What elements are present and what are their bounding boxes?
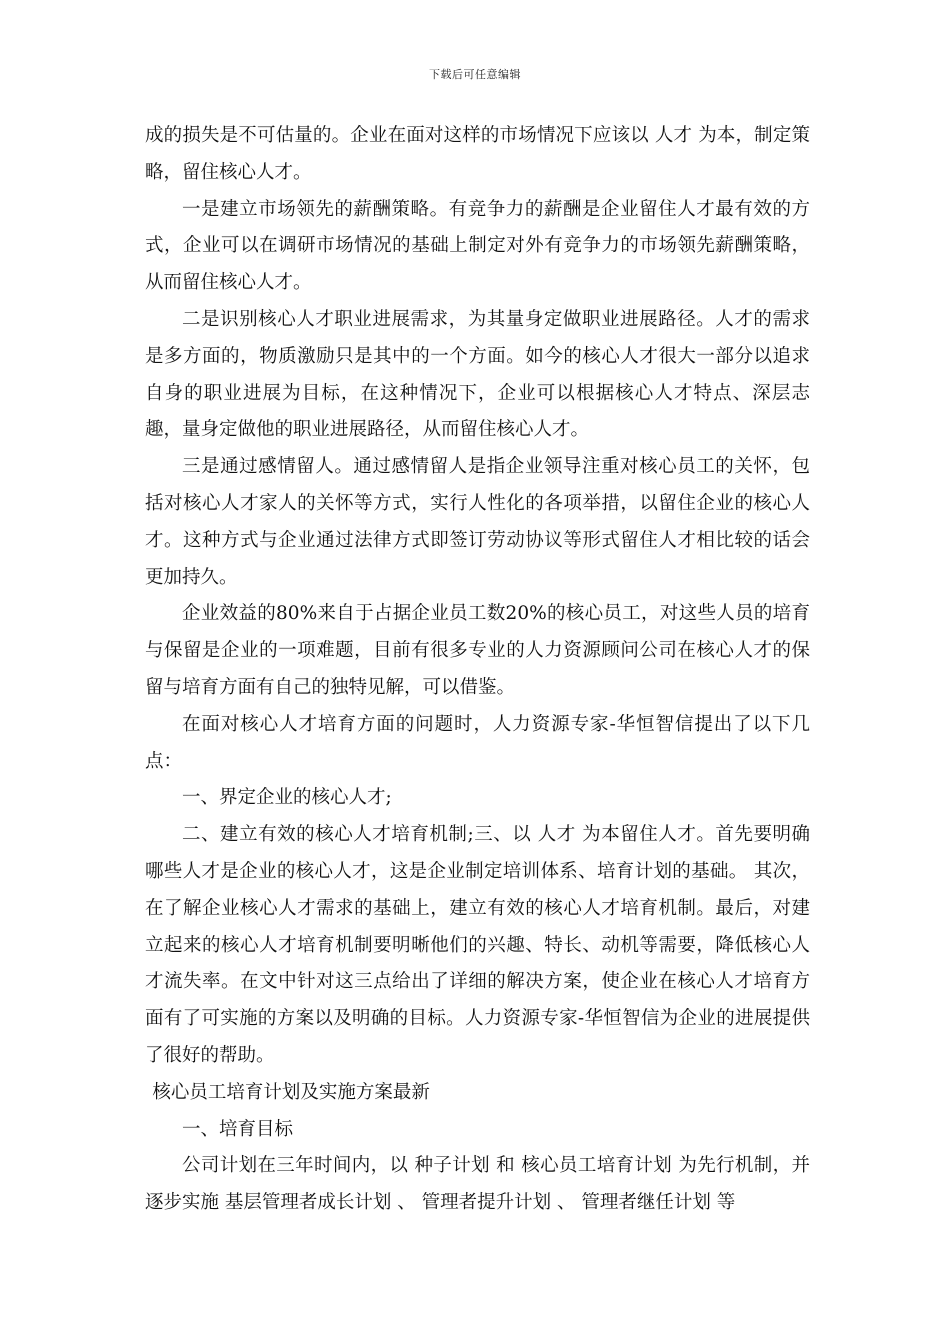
document-body (145, 118, 810, 1222)
section-heading-1: 一、培育目标 (182, 1118, 294, 1140)
paragraph-8: 二、建立有效的核心人才培育机制;三、以 人才 为本留住人才。首先要明确哪些人才是企业的核心人才，这是企业制定培训体系、培育计划的基础。 其次，在了解企业核心人才需求的基础上，建立有效的核心人才培育机制。最后，对建立起来的核心人才培育机制要明晰他们的兴趣、特长、动机等需要，降低核心人才流失率。在文中针对这三点给出了详细的解决方案，使企业在核心人才培育方面有了可实施的方案以及明确的目标。人力资源专家-华恒智信为企业的进展提供了很好的帮助。 (145, 824, 810, 1066)
paragraph-7: 一、界定企业的核心人才; (182, 787, 392, 809)
paragraph-1: 成的损失是不可估量的。企业在面对这样的市场情况下应该以 人才 为本，制定策略，留住核心人才。 (145, 125, 810, 183)
paragraph-2: 一是建立市场领先的薪酬策略。有竞争力的薪酬是企业留住人才最有效的方式，企业可以在调研市场情况的基础上制定对外有竞争力的市场领先薪酬策略，从而留住核心人才。 (145, 198, 810, 294)
paragraph-9: 公司计划在三年时间内，以 种子计划 和 核心员工培育计划 为先行机制，并逐步实施 基层管理者成长计划 、 管理者提升计划 、 管理者继任计划 等 (145, 1155, 810, 1214)
paragraph-5: 企业效益的80%来自于占据企业员工数20%的核心员工，对这些人员的培育与保留是企业的一项难题，目前有很多专业的人力资源顾问公司在核心人才的保留与培育方面有自己的独特见解，可以借鉴。 (145, 603, 810, 698)
paragraph-6: 在面对核心人才培育方面的问题时，人力资源专家-华恒智信提出了以下几点： (145, 713, 810, 772)
section-title: 核心员工培育计划及实施方案最新 (152, 1081, 430, 1103)
paragraph-4: 三是通过感情留人。通过感情留人是指企业领导注重对核心员工的关怀，包括对核心人才家人的关怀等方式，实行人性化的各项举措，以留住企业的核心人才。这种方式与企业通过法律方式即签订劳动协议等形式留住人才相比较的话会更加持久。 (145, 456, 810, 588)
paragraph-3: 二是识别核心人才职业进展需求，为其量身定做职业进展路径。人才的需求是多方面的，物质激励只是其中的一个方面。如今的核心人才很大一部分以追求自身的职业进展为目标，在这种情况下，企业可以根据核心人才特点、深层志趣，量身定做他的职业进展路径，从而留住核心人才。 (145, 308, 810, 441)
page-header: 下载后可任意编辑 (429, 68, 521, 81)
